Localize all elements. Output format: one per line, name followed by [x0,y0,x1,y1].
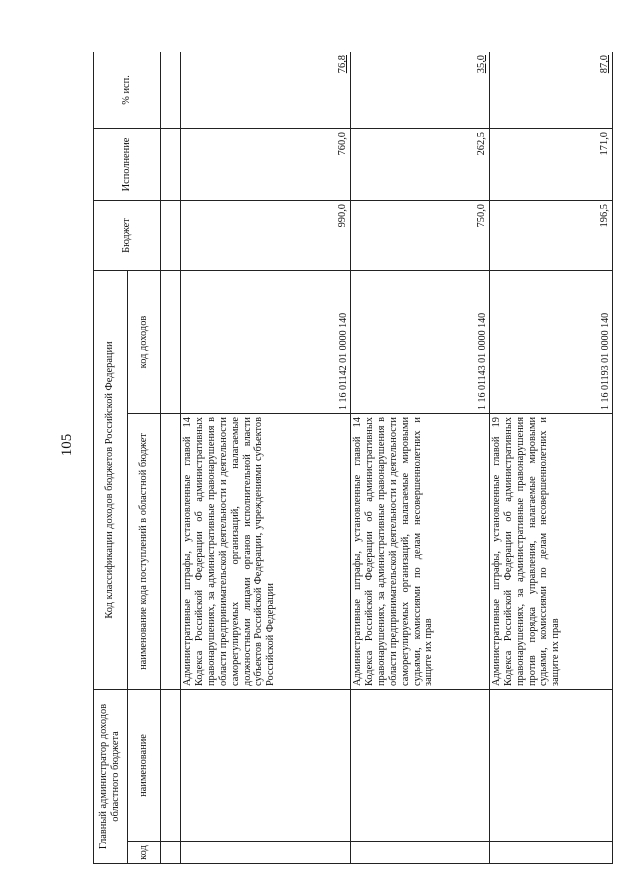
row-percent: 76,8 [181,52,351,129]
table-row [489,52,612,864]
header-code: код [127,842,161,864]
row-revenue-code: 1 16 01143 01 0000 140 [351,271,490,414]
row-revenue-code: 1 16 01142 01 0000 140 [181,271,351,414]
header-main-admin: Главный администратор доходов областного бюджета [94,690,128,864]
row-description: Административные штрафы, установленные главой 19 Кодекса Российской Федерации об административных правонарушениях, за административные правонарушения против порядка управления, налагаемые мировыми судьями, комиссиями по делам несовершеннолетних и защите их прав [489,414,612,690]
header-classification: Код классификации доходов бюджетов Российской Федерации [94,271,128,690]
row-budget: 750,0 [351,201,490,271]
row-budget: 196,5 [489,201,612,271]
row-name [489,690,612,842]
page-number: 105 [59,433,75,457]
header-name: наименование [127,690,161,842]
row-name [351,690,490,842]
table-container [93,52,613,864]
row-budget: 990,0 [181,201,351,271]
revenue-table [93,52,613,864]
header-budget: Бюджет [94,201,161,271]
header-execution: Исполнение [94,129,161,201]
header-revenue-code: код доходов [127,271,161,414]
row-code [181,842,351,864]
row-execution: 171,0 [489,129,612,201]
row-code [351,842,490,864]
row-code [489,842,612,864]
row-name [181,690,351,842]
header-revenue-name: наименование кода поступлений в областной бюджет [127,414,161,690]
row-execution: 262,5 [351,129,490,201]
header-row-1 [94,52,128,864]
row-description: Административные штрафы, установленные главой 14 Кодекса Российской Федерации об административных правонарушениях, за административные правонарушения в области предпринимательской деятельности и деятельности саморегулируемых организаций, налагаемые должностными лицами органов исполнительной власти субъектов Российской Федерации, учреждениями субъектов Российской Федерации [181,414,351,690]
row-execution: 760,0 [181,129,351,201]
header-spacer-row [161,52,181,864]
row-percent: 87,0 [489,52,612,129]
header-percent: % исп. [94,52,161,129]
row-description: Административные штрафы, установленные главой 14 Кодекса Российской Федерации об административных правонарушениях, за административные правонарушения в области предпринимательской деятельности и деятельности саморегулируемых организаций, налагаемые мировыми судьями, комиссиями по делам несовершеннолетних и защите их прав [351,414,490,690]
row-revenue-code: 1 16 01193 01 0000 140 [489,271,612,414]
table-row [181,52,351,864]
table-row [351,52,490,864]
row-percent: 35,0 [351,52,490,129]
